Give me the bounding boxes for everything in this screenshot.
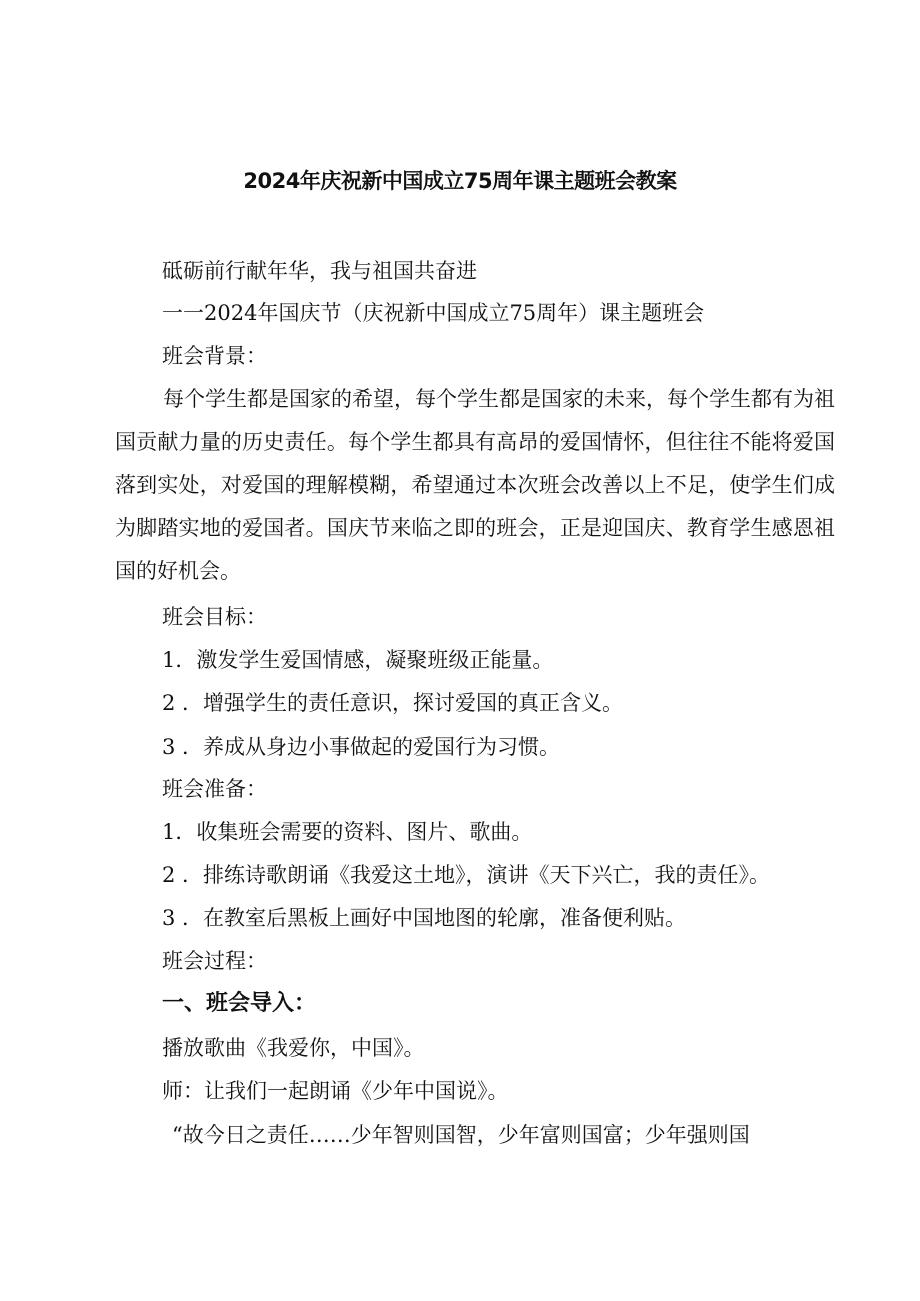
section-heading: 一、班会导入： xyxy=(162,991,317,1016)
subtitle-theme: 砥砺前行献年华，我与祖国共奋进 xyxy=(162,259,477,283)
preparation-item: 3 ．在教室后黑板上画好中国地图的轮廓，准备便利贴。 xyxy=(162,906,687,930)
background-label: 班会背景： xyxy=(162,344,267,368)
process-label: 班会过程： xyxy=(162,949,267,973)
preparation-item: 1．收集班会需要的资料、图片、歌曲。 xyxy=(162,820,533,844)
process-line: 师：让我们一起朗诵《少年中国说》。 xyxy=(162,1079,509,1103)
goal-item: 3 ．养成从身边小事做起的爱国行为习惯。 xyxy=(162,735,561,759)
goal-item: 1．激发学生爱国情感，凝聚班级正能量。 xyxy=(162,648,554,672)
preparation-label: 班会准备： xyxy=(162,777,267,801)
goal-item: 2 ．增强学生的责任意识，探讨爱国的真正含义。 xyxy=(162,691,624,715)
goals-label: 班会目标： xyxy=(162,605,267,629)
process-line: “故今日之责任……少年智则国智，少年富则国富；少年强则国 xyxy=(172,1123,750,1147)
document-title: 2024年庆祝新中国成立75周年课主题班会教案 xyxy=(243,169,677,193)
preparation-item: 2 ．排练诗歌朗诵《我爱这土地》，演讲《天下兴亡，我的责任》。 xyxy=(162,863,771,887)
subtitle-event: 一一2024年国庆节（庆祝新中国成立75周年）课主题班会 xyxy=(162,301,705,325)
process-line: 播放歌曲《我爱你，中国》。 xyxy=(162,1036,425,1060)
background-paragraph: 每个学生都是国家的希望，每个学生都是国家的未来，每个学生都有为祖国贡献力量的历史责任。每个学生都具有高昂的爱国情怀，但往往不能将爱国落到实处，对爱国的理解模糊，希望通过本次班会改善以上不足，使学生们成为脚踏实地的爱国者。国庆节来临之即的班会，正是迎国庆、教育学生感恩祖国的好机会。 xyxy=(115,387,835,583)
